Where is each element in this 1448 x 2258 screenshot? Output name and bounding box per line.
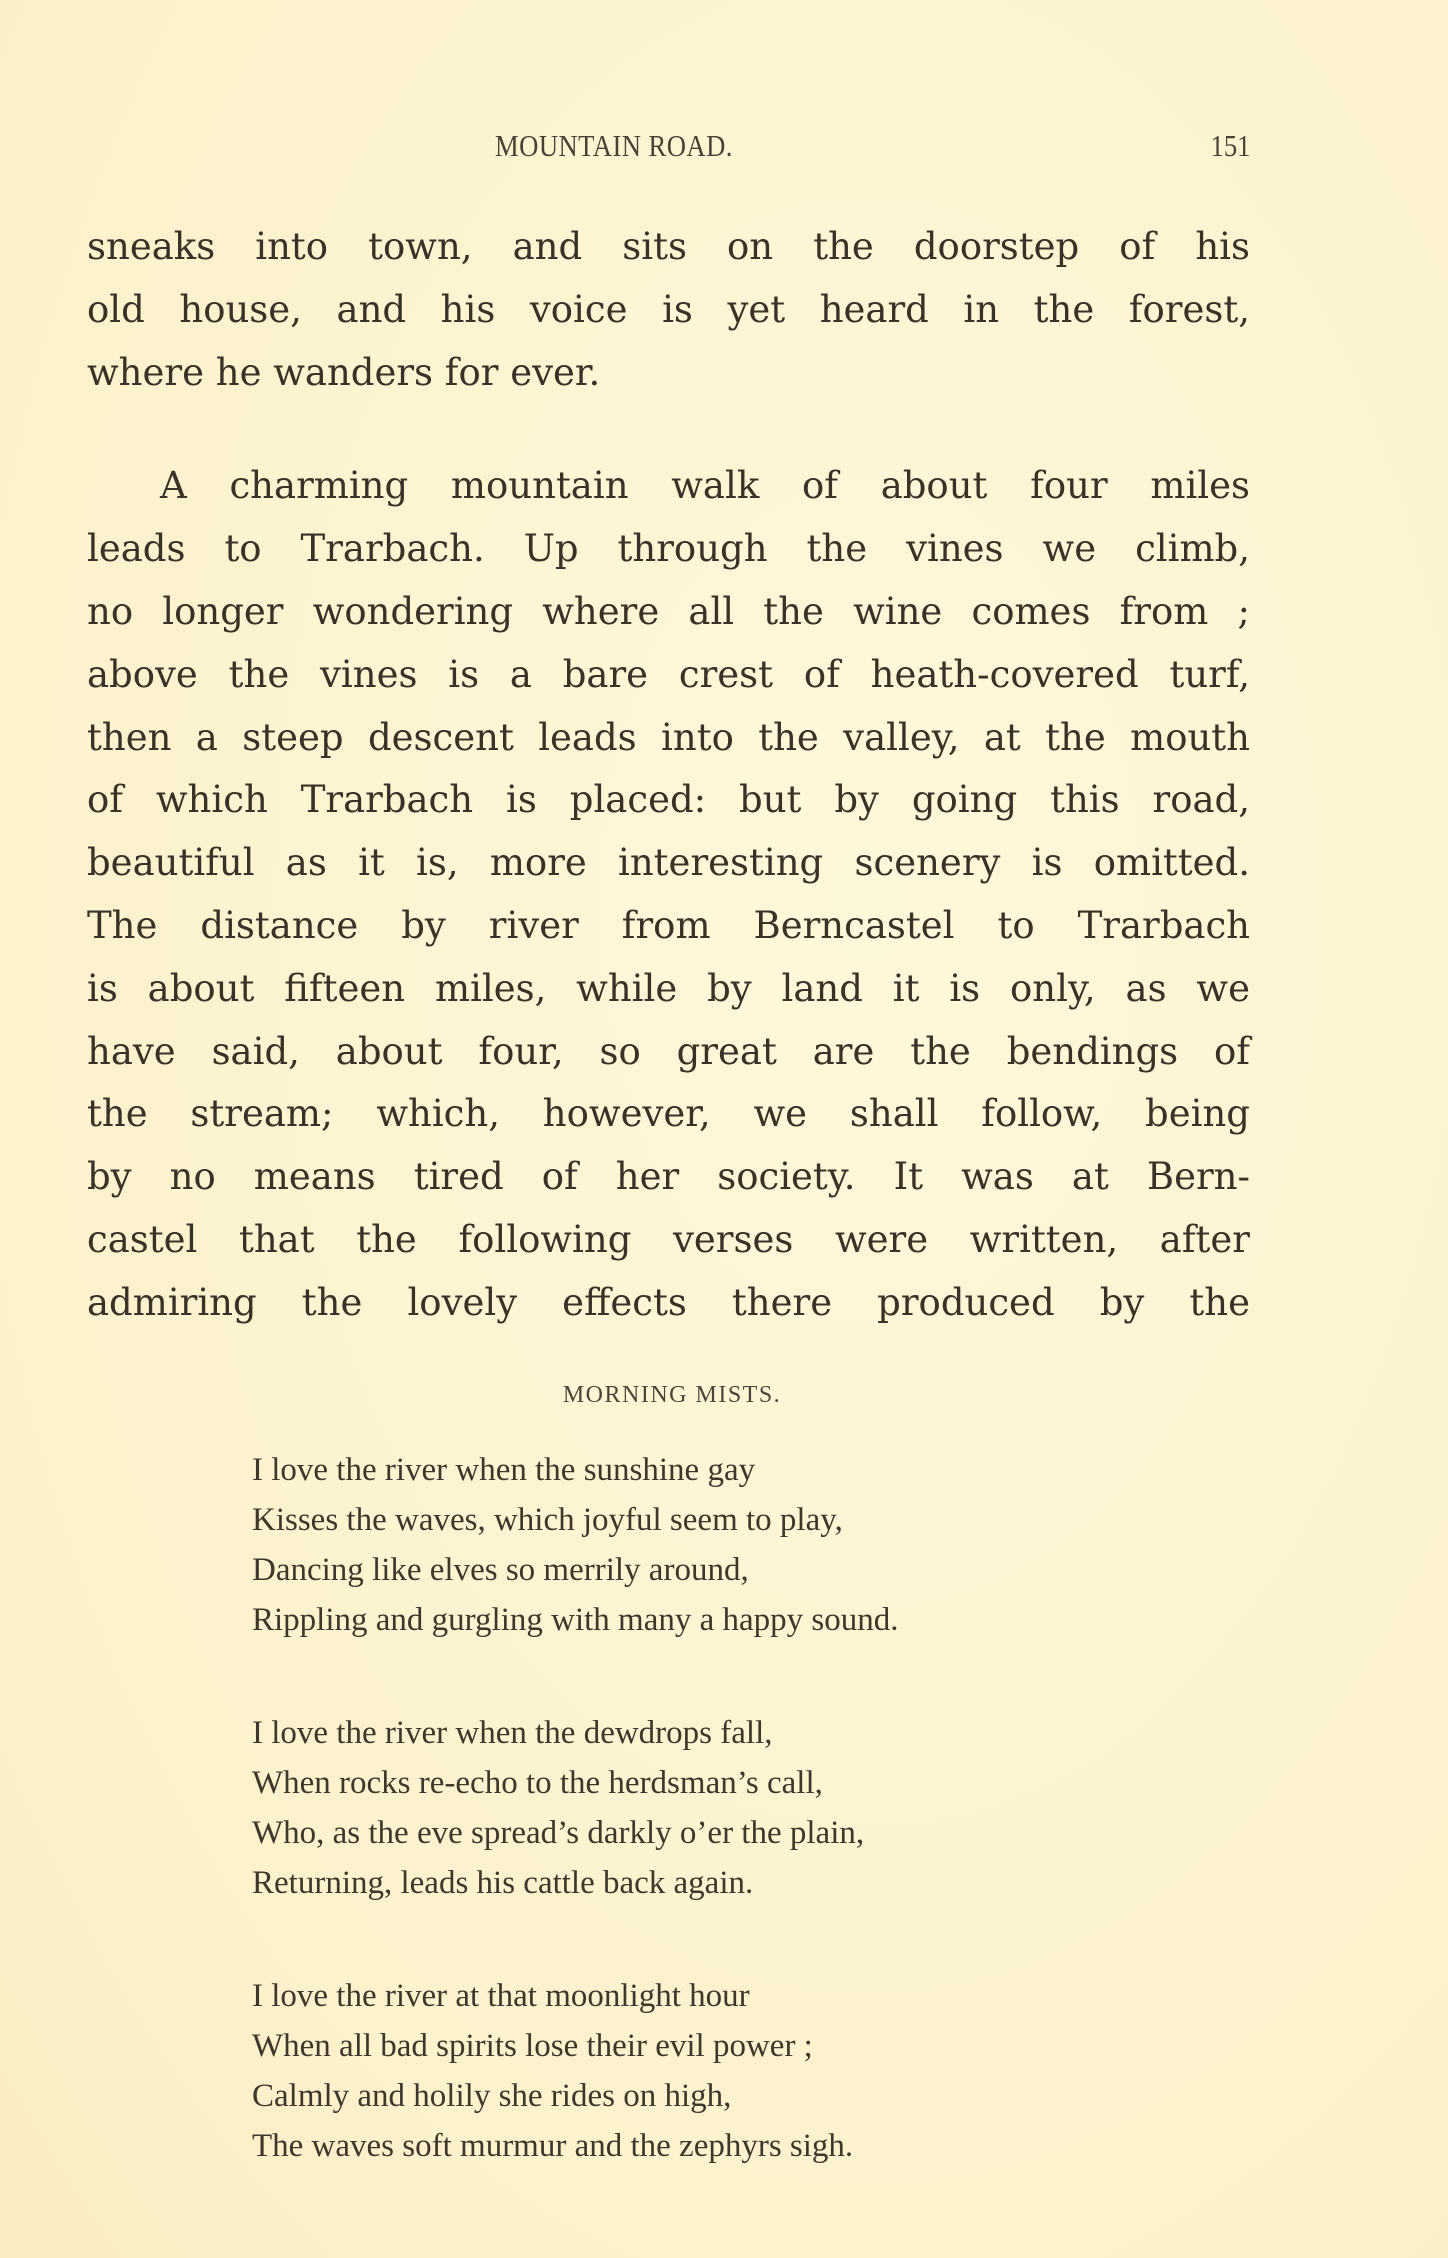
text-line: admiring the lovely effects there produced by the xyxy=(87,1280,1250,1324)
verse-line: I love the river when the sunshine gay xyxy=(252,1452,756,1488)
stanza xyxy=(252,1708,1152,1908)
poem-title xyxy=(0,1382,1448,1409)
paragraph xyxy=(87,216,1250,404)
text-line: sneaks into town, and sits on the doorstep of his xyxy=(87,225,1250,268)
text-line: by no means tired of her society. It was at Bern- xyxy=(87,1155,1250,1199)
stanza xyxy=(252,1445,1152,1645)
verse-line: When rocks re-echo to the herdsman’s call, xyxy=(252,1765,823,1801)
text-line: where he wanders for ever. xyxy=(87,350,601,394)
text-line: leads to Trarbach. Up through the vines we climb, xyxy=(87,527,1250,571)
text-line: of which Trarbach is placed: but by going this road, xyxy=(87,778,1250,822)
text-line: above the vines is a bare crest of heath-covered turf, xyxy=(87,652,1250,696)
running-head xyxy=(87,128,1250,168)
running-head-title: MOUNTAIN ROAD. xyxy=(495,128,733,163)
paragraph-gap xyxy=(87,404,1250,455)
poem-title-text: MORNING MISTS. xyxy=(562,1382,782,1408)
stanza xyxy=(252,1971,1152,2171)
verse-line: Dancing like elves so merrily around, xyxy=(252,1552,749,1588)
verse-line: Who, as the eve spread’s darkly o’er the plain, xyxy=(252,1815,865,1851)
verse-line: Calmly and holily she rides on high, xyxy=(252,2078,732,2114)
verse-line: When all bad spirits lose their evil power ; xyxy=(252,2028,813,2064)
text-line: no longer wondering where all the wine comes from ; xyxy=(87,589,1250,633)
verse-line: Returning, leads his cattle back again. xyxy=(252,1865,754,1901)
poem xyxy=(252,1445,1152,2234)
text-line: castel that the following verses were written, after xyxy=(87,1217,1250,1261)
text-line: then a steep descent leads into the valley, at the mouth xyxy=(87,715,1250,759)
verse-line: The waves soft murmur and the zephyrs sigh. xyxy=(252,2128,854,2164)
text-line: old house, and his voice is yet heard in the forest, xyxy=(87,287,1250,331)
verse-line: I love the river at that moonlight hour xyxy=(252,1978,750,2014)
text-line: The distance by river from Berncastel to Trarbach xyxy=(87,903,1250,947)
page-number: 151 xyxy=(1210,128,1250,163)
text-line: A charming mountain walk of about four miles xyxy=(160,464,1250,508)
text-line: the stream; which, however, we shall follow, being xyxy=(87,1092,1250,1136)
paragraph xyxy=(87,455,1250,1334)
verse-line: Kisses the waves, which joyful seem to play, xyxy=(252,1502,843,1538)
body-text xyxy=(87,216,1250,1335)
text-line: is about fifteen miles, while by land it is only, as we xyxy=(87,966,1250,1010)
text-line: beautiful as it is, more interesting scenery is omitted. xyxy=(87,841,1250,885)
verse-line: Rippling and gurgling with many a happy sound. xyxy=(252,1602,899,1638)
text-line: have said, about four, so great are the bendings of xyxy=(87,1029,1250,1073)
verse-line: I love the river when the dewdrops fall, xyxy=(252,1715,773,1751)
